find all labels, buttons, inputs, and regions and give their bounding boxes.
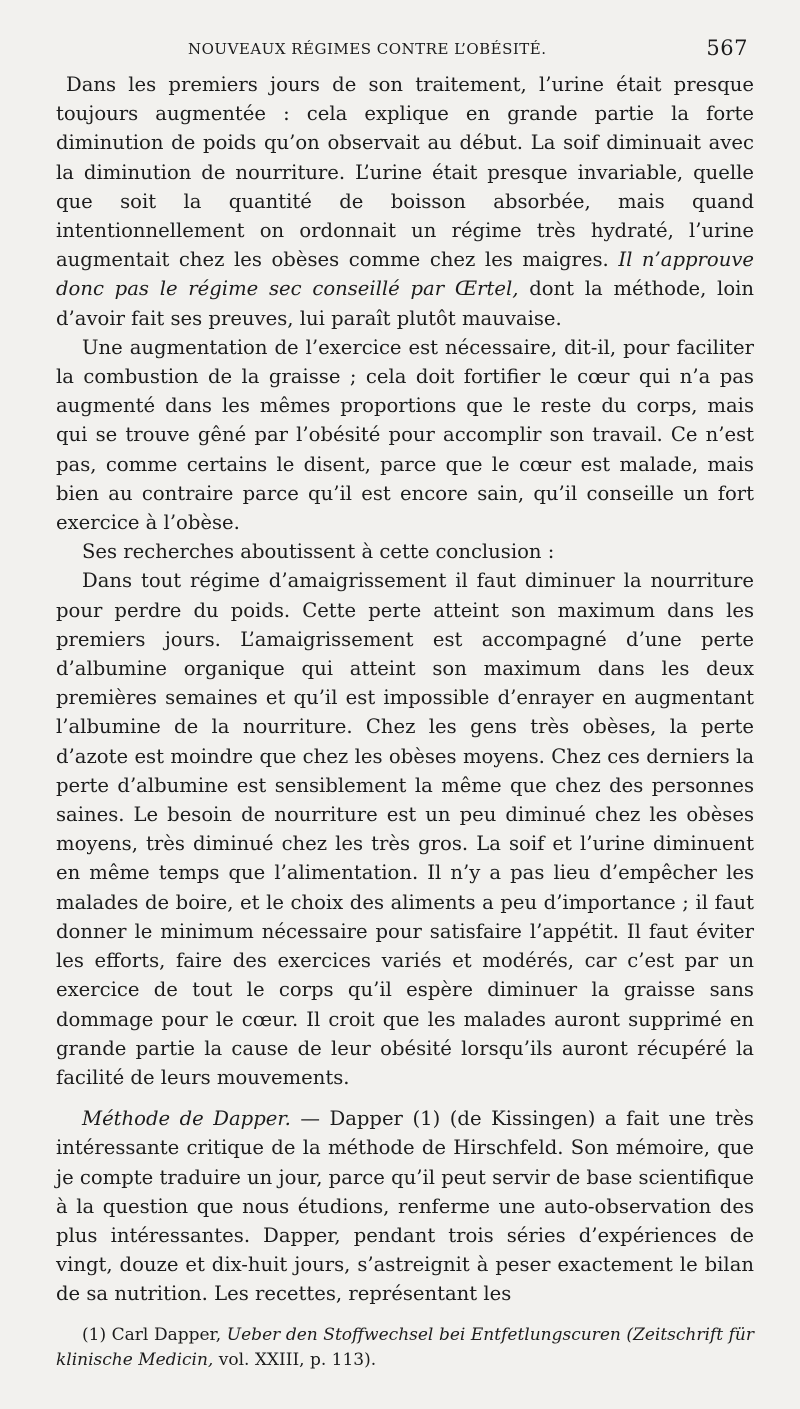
- footnote-marker: (1) Carl Dapper,: [82, 1324, 222, 1345]
- paragraph-text: Dans les premiers jours de son traitement, l’urine était presque toujours augmentée : cela explique en grande partie la forte diminution de poids qu’on observait au début. La soif diminuait avec la diminution de nourriture. L’urine était presque invariable, quelle que soit la quantité de boisson absorbée, mais quand intentionnellement on ordonnait un régime très hydraté, l’urine augmentait chez les obèses comme chez les maigres.: [56, 73, 754, 272]
- body-text: [56, 70, 754, 1373]
- paragraph-dapper-method: [56, 1104, 754, 1308]
- footnote: [56, 1323, 754, 1373]
- paragraph-conclusion: Dans tout régime d’amaigrissement il faut diminuer la nourriture pour perdre du poids. Cette perte atteint son maximum dans les premiers jours. L’amaigrissement est accompagné d’une perte d’albumine organique qui atteint son maximum dans les deux premières semaines et qu’il est impossible d’enrayer en augmentant l’albumine de la nourriture. Chez les gens très obèses, la perte d’azote est moindre que chez les obèses moyens. Chez ces derniers la perte d’albumine est sensiblement la même que chez des personnes saines. Le besoin de nourriture est un peu diminué chez les obèses moyens, très diminué chez les très gros. La soif et l’urine diminuent en même temps que l’alimentation. Il n’y a pas lieu d’empêcher les malades de boire, et le choix des aliments a peu d’importance ; il faut donner le minimum nécessaire pour satisfaire l’appétit. Il faut éviter les efforts, faire des exercices variés et modérés, car c’est par un exercice de tout le corps qu’il espère diminuer la graisse sans dommage pour le cœur. Il croit que les malades auront supprimé en grande partie la cause de leur obésité lorsqu’ils auront récupéré la facilité de leurs mouvements.: [56, 569, 754, 1089]
- footnote-title: Ueber den Stoffwechsel bei Entfetlungscuren (Zeitschrift für klinische Medicin,: [56, 1324, 755, 1370]
- paragraph-text: dont la méthode, loin d’avoir fait ses preuves, lui paraît plutôt mauvaise.: [56, 277, 754, 330]
- italic-phrase: Il n’approuve donc pas le régime sec conseillé par Œrtel,: [56, 248, 754, 301]
- paragraph-text: — Dapper (1) (de Kissingen) a fait une très intéressante critique de la méthode de Hirschfeld. Son mémoire, que je compte traduire un jour, parce qu’il peut servir de base scientifique à la question que nous étudions, renferme une auto-observation des plus intéressantes. Dapper, pendant trois séries d’expériences de vingt, douze et dix-huit jours, s’astreignit à peser exactement le bilan de sa nutrition. Les recettes, représentant les: [56, 1107, 754, 1306]
- paragraph-urine: [56, 70, 754, 333]
- paragraph-conclusion-intro: Ses recherches aboutissent à cette conclusion :: [82, 540, 555, 564]
- running-head: [56, 36, 754, 66]
- running-title: NOUVEAUX RÉGIMES CONTRE L’OBÉSITÉ.: [188, 40, 547, 58]
- section-heading: Méthode de Dapper.: [82, 1107, 291, 1131]
- paragraph-exercise: Une augmentation de l’exercice est nécessaire, dit-il, pour faciliter la combustion de la graisse ; cela doit fortifier le cœur qui n’a pas augmenté dans les mêmes proportions que le reste du corps, mais qui se trouve gêné par l’obésité pour accomplir son travail. Ce n’est pas, comme certains le disent, parce que le cœur est malade, mais bien au contraire parce qu’il est encore sain, qu’il conseille un fort exercice à l’obèse.: [56, 335, 754, 535]
- footnote-reference: vol. XXIII, p. 113).: [218, 1349, 377, 1370]
- page-number: 567: [706, 36, 748, 60]
